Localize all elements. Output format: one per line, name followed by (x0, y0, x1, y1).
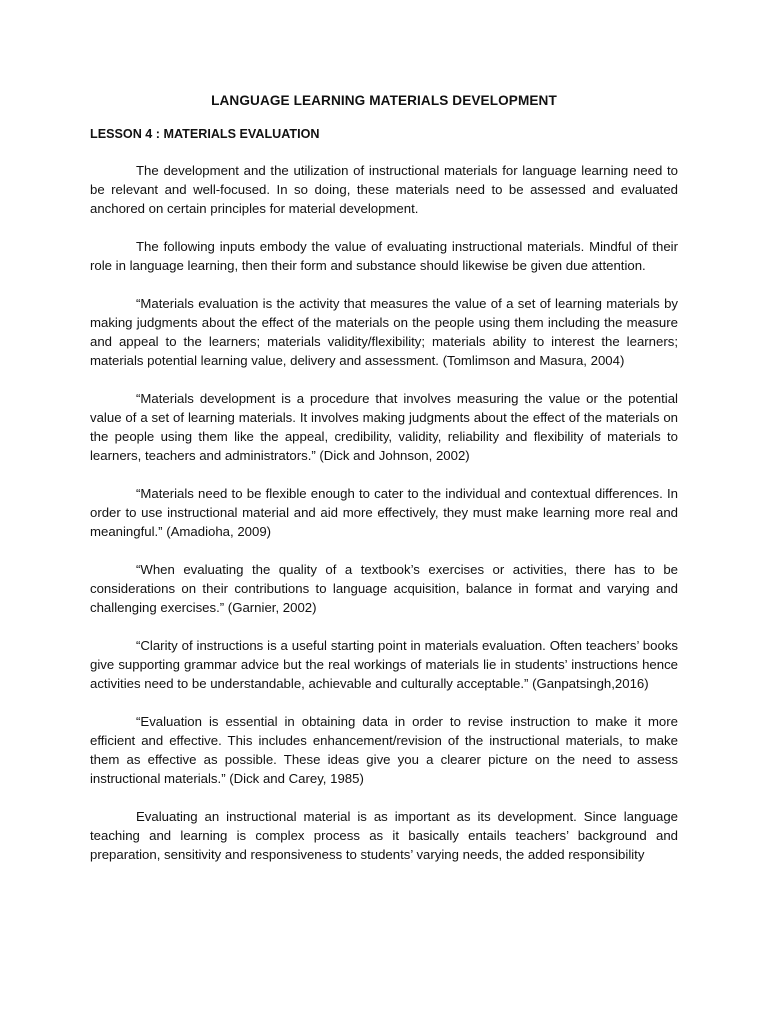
quote-garnier: “When evaluating the quality of a textbook’s exercises or activities, there has to be considerations on their contributions to language acquisition, balance in format and varying and challenging exercises.” (Garnier, 2002) (90, 562, 678, 615)
lesson-heading: LESSON 4 : MATERIALS EVALUATION (90, 127, 320, 141)
quote-dick-johnson: “Materials development is a procedure that involves measuring the value or the potential value of a set of learning materials. It involves making judgments about the effect of the materials on the people using them like the appeal, credibility, validity, reliability and flexibility of materials to learners, teachers and administrators.” (Dick and Johnson, 2002) (90, 391, 678, 463)
quote-ganpatsingh: “Clarity of instructions is a useful starting point in materials evaluation. Often teachers’ books give supporting grammar advice but the real workings of materials lie in students’ instructions hence activities need to be understandable, achievable and culturally acceptable.” (Ganpatsingh,2016) (90, 638, 678, 691)
paragraph-conclusion: Evaluating an instructional material is as important as its development. Since language teaching and learning is complex process as it basically entails teachers’ background and preparation, sensitivity and responsiveness to students’ varying needs, the added responsibility (90, 809, 678, 862)
paragraph-intro: The development and the utilization of instructional materials for language learning need to be relevant and well-focused. In so doing, these materials need to be assessed and evaluated anchored on certain principles for material development. (90, 163, 678, 216)
document-title: LANGUAGE LEARNING MATERIALS DEVELOPMENT (211, 93, 557, 108)
quote-dick-carey: “Evaluation is essential in obtaining data in order to revise instruction to make it more efficient and effective. This includes enhancement/revision of the instructional materials, to make them as effective as possible. These ideas give you a clearer picture on the need to assess instructional materials.” (Dick and Carey, 1985) (90, 714, 678, 786)
quote-amadioha: “Materials need to be flexible enough to cater to the individual and contextual differences. In order to use instructional material and aid more effectively, they must make learning more real and meaningful.” (Amadioha, 2009) (90, 486, 678, 539)
quote-tomlimson-masura: “Materials evaluation is the activity that measures the value of a set of learning materials by making judgments about the effect of the materials on the people using them including the measure and appeal to the learners; materials validity/flexibility; materials ability to interest the learners; materials potential learning value, delivery and assessment. (Tomlimson and Masura, 2004) (90, 296, 678, 368)
paragraph-inputs: The following inputs embody the value of evaluating instructional materials. Mindful of their role in language learning, then their form and substance should likewise be given due attention. (90, 239, 678, 273)
